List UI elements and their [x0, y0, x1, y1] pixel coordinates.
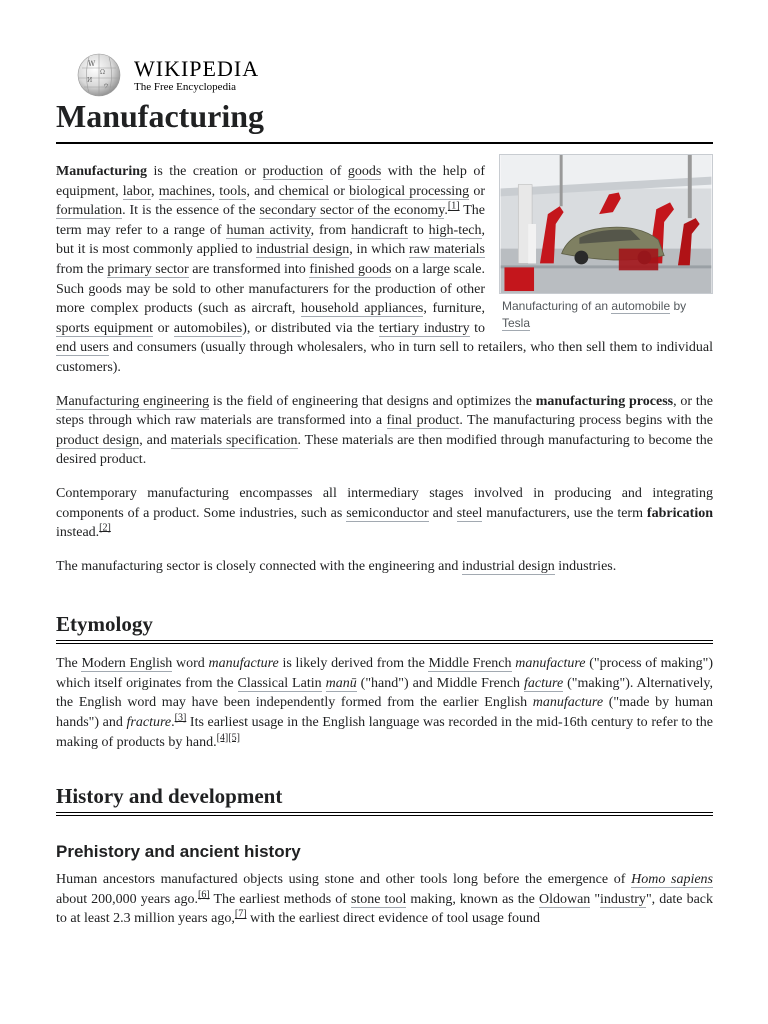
- text: ("made by human hands") and: [56, 695, 713, 731]
- text: . These materials are then modified through manufacturing to become the desired product.: [56, 432, 714, 468]
- text: to: [469, 320, 486, 336]
- link-automobiles[interactable]: automobiles: [173, 320, 243, 336]
- text: to: [407, 222, 429, 238]
- page-title: Manufacturing: [56, 96, 713, 144]
- italic-term: manufacture: [208, 656, 279, 672]
- figure: [499, 154, 713, 332]
- link-high-tech[interactable]: high-tech: [428, 222, 482, 238]
- wordmark: [134, 55, 260, 93]
- citation-1[interactable]: [1]: [447, 200, 460, 212]
- link-facture[interactable]: [524, 676, 563, 692]
- text: . The manufacturing process begins with the: [459, 413, 713, 429]
- link-manufacturing-engineering[interactable]: Manufacturing engineering: [56, 393, 210, 409]
- text: Contemporary manufacturing encompasses all intermediary stages involved in producing and integrating components of a product. Some industries, such as: [56, 485, 713, 521]
- italic-term: Homo sapiens: [631, 872, 713, 888]
- text: instead.: [56, 525, 100, 541]
- link-industrial-design[interactable]: industrial design: [461, 558, 555, 574]
- link-human-activity[interactable]: human activity: [226, 222, 311, 238]
- text: from the: [56, 261, 108, 277]
- link-industry[interactable]: industry: [600, 891, 646, 907]
- text: , furniture,: [423, 301, 485, 317]
- text: The manufacturing sector is closely connected with the engineering and: [56, 558, 462, 574]
- link-middle-french[interactable]: Middle French: [428, 656, 512, 672]
- citation-6[interactable]: [6]: [198, 889, 210, 901]
- caption-text: Manufacturing of an: [502, 299, 609, 313]
- text: . It is the essence of the: [122, 203, 260, 219]
- link-secondary-sector[interactable]: secondary sector of the economy: [259, 203, 445, 219]
- link-machines[interactable]: machines: [158, 183, 212, 199]
- link-classical-latin[interactable]: Classical Latin: [237, 675, 322, 691]
- text: ), or distributed via the: [242, 320, 379, 336]
- text: or: [153, 320, 174, 336]
- wordmark-title: WIKIPEDIA: [134, 55, 260, 81]
- bold-term: fabrication: [646, 505, 714, 521]
- italic-term: manufacture: [532, 695, 604, 711]
- text: and: [428, 505, 457, 521]
- svg-text:W: W: [88, 60, 96, 68]
- citation-2[interactable]: [2]: [99, 522, 111, 534]
- link-raw-materials[interactable]: raw materials: [409, 242, 485, 258]
- link-end-users[interactable]: end users: [56, 340, 109, 356]
- text: ("making"). Alternatively, the English word may have been independently formed from the earlier English: [56, 675, 714, 711]
- bold-term: manufacturing process: [535, 393, 674, 409]
- link-product-design[interactable]: product design: [56, 432, 140, 448]
- caption-link-automobile[interactable]: automobile: [611, 299, 671, 313]
- link-steel[interactable]: steel: [456, 505, 483, 521]
- italic-term: manū: [325, 675, 357, 691]
- text: of: [323, 164, 348, 179]
- link-stone-tool[interactable]: stone tool: [350, 891, 407, 907]
- italic-term: manufacture: [515, 656, 586, 672]
- link-sports-equipment[interactable]: sports equipment: [56, 320, 154, 336]
- wordmark-tagline: The Free Encyclopedia: [134, 80, 237, 93]
- caption-link-tesla[interactable]: Tesla: [502, 316, 531, 330]
- text: with the help of equipment,: [56, 164, 486, 199]
- text: word: [172, 656, 209, 672]
- wikipedia-logo[interactable]: [74, 52, 259, 98]
- citation-3[interactable]: [3]: [174, 712, 187, 724]
- link-goods[interactable]: goods: [347, 164, 382, 179]
- section-heading-history: History and development: [56, 782, 713, 816]
- link-production[interactable]: production: [262, 164, 324, 179]
- link-chemical[interactable]: chemical: [278, 183, 330, 199]
- link-handicraft[interactable]: handicraft: [351, 222, 408, 238]
- text: is the creation or: [147, 164, 263, 179]
- text: ,: [211, 183, 220, 199]
- text: ", date back to at least 2.3 million years ago,: [56, 891, 713, 927]
- italic-term: fracture: [126, 715, 172, 731]
- text: or: [329, 183, 350, 199]
- link-finished-goods[interactable]: finished goods: [309, 261, 392, 277]
- text: or: [469, 183, 486, 199]
- text: , or the steps through which raw materials are transformed into a: [56, 393, 714, 429]
- text: , in which: [349, 242, 409, 258]
- text: The term may refer to a range of: [56, 203, 485, 238]
- text: ("process of making") which itself originates from the: [56, 656, 713, 691]
- etymology-paragraph: [56, 654, 713, 752]
- text: .: [171, 715, 175, 731]
- text: ("hand") and Middle French: [356, 675, 525, 691]
- svg-text:Ω: Ω: [100, 69, 105, 76]
- car-assembly-line-photo[interactable]: [499, 154, 713, 294]
- text: manufacturers, use the term: [482, 505, 647, 521]
- link-semiconductor[interactable]: semiconductor: [346, 505, 429, 521]
- text: .: [444, 203, 448, 219]
- text: is likely derived from the: [278, 656, 429, 672]
- text: making, known as the: [406, 891, 539, 907]
- link-modern-english[interactable]: Modern English: [81, 656, 173, 672]
- text: industries.: [554, 558, 617, 574]
- link-tools[interactable]: tools: [219, 183, 247, 199]
- link-primary-sector[interactable]: primary sector: [107, 261, 189, 277]
- text: is the field of engineering that designs and optimizes the: [209, 393, 536, 409]
- subsection-heading-prehistory: Prehistory and ancient history: [56, 842, 301, 862]
- bold-term: Manufacturing: [56, 164, 147, 179]
- link-materials-specification[interactable]: materials specification: [170, 432, 298, 448]
- text: , and: [246, 183, 279, 199]
- text: The: [56, 656, 82, 672]
- svg-text:ウ: ウ: [103, 83, 110, 90]
- history-paragraph: [56, 870, 713, 929]
- citation-4[interactable]: [4]: [216, 732, 229, 743]
- figure-caption: [499, 298, 713, 332]
- text: are transformed into: [188, 261, 310, 277]
- text: about 200,000 years ago.: [56, 891, 198, 907]
- text: ,: [151, 183, 159, 199]
- link-tertiary-industry[interactable]: tertiary industry: [378, 320, 470, 336]
- link-formulation[interactable]: formulation: [56, 203, 123, 219]
- article-content: [56, 96, 713, 943]
- wikipedia-globe-icon: [74, 52, 124, 98]
- link-manu[interactable]: [326, 676, 357, 692]
- text: with the earliest direct evidence of tool usage found: [246, 911, 541, 927]
- link-biological-processing[interactable]: biological processing: [349, 183, 470, 199]
- lead-paragraph-3: [56, 484, 713, 543]
- text: Its earliest usage in the English language was recorded in the mid-16th century to refer to the making of products by hand.: [56, 715, 713, 750]
- link-final-product[interactable]: final product: [386, 413, 460, 429]
- text: , from: [310, 222, 352, 238]
- link-labor[interactable]: labor: [122, 183, 151, 199]
- citation-5[interactable]: [5]: [228, 732, 240, 743]
- link-industrial-design[interactable]: industrial design: [256, 242, 350, 258]
- section-heading-etymology: Etymology: [56, 610, 713, 644]
- lead-paragraph-4: [56, 557, 713, 577]
- link-homo-sapiens[interactable]: [631, 872, 713, 888]
- lead-paragraph-2: [56, 392, 713, 470]
- text: on a large scale. Such goods may be sold to other manufacturers for the production of other more complex products (such as aircraft,: [56, 261, 485, 317]
- link-household-appliances[interactable]: household appliances: [301, 301, 424, 317]
- text: , but it is most commonly applied to: [56, 222, 486, 258]
- svg-text:И: И: [87, 77, 93, 84]
- text: The earliest methods of: [209, 891, 351, 907]
- link-oldowan[interactable]: Oldowan: [538, 891, 591, 907]
- caption-text: by: [673, 299, 687, 313]
- text: , and: [139, 432, 171, 448]
- citation-7[interactable]: [7]: [234, 908, 247, 920]
- text: ": [590, 891, 601, 907]
- italic-term: facture: [524, 675, 564, 691]
- text: Human ancestors manufactured objects using stone and other tools long before the emergence of: [56, 872, 632, 888]
- text: and consumers (usually through wholesalers, who in turn sell to retailers, who then sell them to individual customers).: [56, 340, 713, 375]
